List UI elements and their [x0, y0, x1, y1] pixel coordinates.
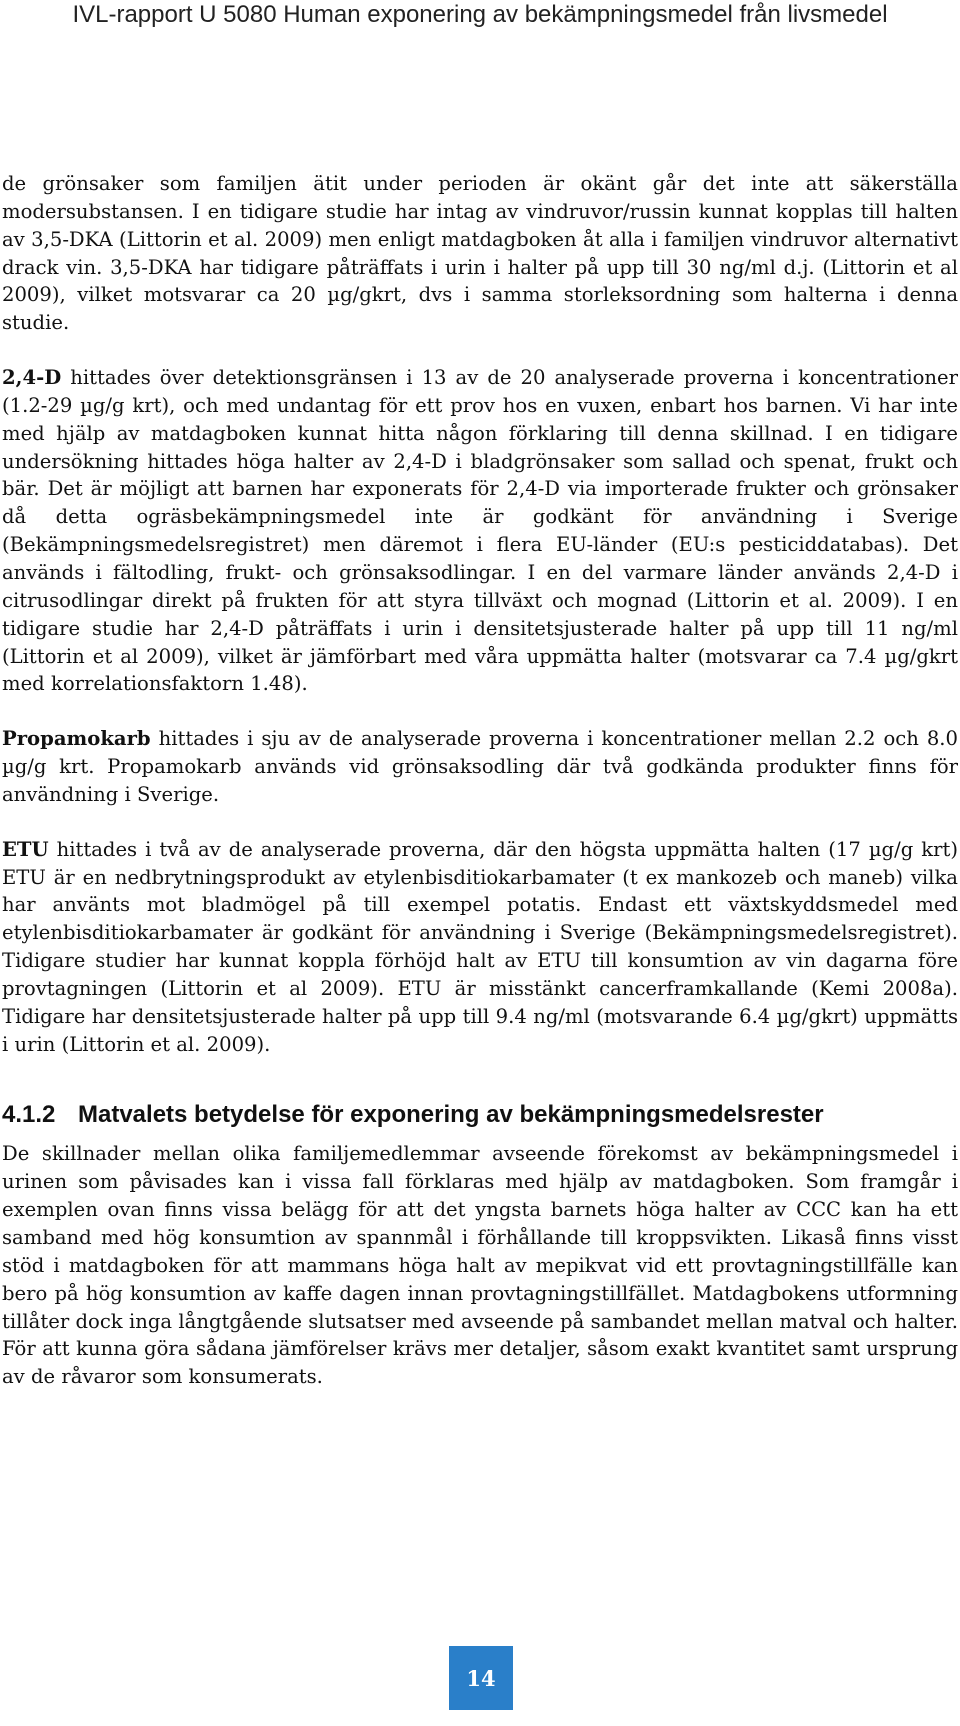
- paragraph-matvalet: De skillnader mellan olika familjemedlemmar avseende förekomst av bekämpningsmedel i urinen som påvisades kan i vissa fall förklaras med hjälp av matdagboken. Som framgår i exemplen ovan finns vissa belägg för att det yngsta barnets höga halter av CCC kan ha ett samband med hög konsumtion av spannmål i förhållande till kroppsvikten. Likaså finns visst stöd i matdagboken för att mammans höga halt av mepikvat vid ett provtagningstillfälle kan bero på hög konsumtion av kaffe dagen innan provtagningstillfället. Matdagbokens utformning tillåter dock inga långtgående slutsatser med avseende på sambandet mellan matval och halter. För att kunna göra sådana jämförelser krävs mer detaljer, såsom exakt kvantitet samt ursprung av de råvaror som konsumerats.: [2, 1142, 958, 1389]
- term-24d: 2,4-D: [2, 366, 62, 390]
- term-propamokarb: Propamokarb: [2, 727, 151, 751]
- term-etu: ETU: [2, 837, 49, 861]
- paragraph-24d: [2, 364, 958, 698]
- paragraph-24d-text: hittades över detektionsgränsen i 13 av de 20 analyserade proverna i koncentrationer (1.2-29 µg/g krt), och med undantag för ett prov hos en vuxen, enbart hos barnen. Vi har inte med hjälp av matdagboken kunnat hitta någon förklaring till denna skillnad. I en tidigare undersökning hittades höga halter av 2,4-D i bladgrönsaker som sallad och spenat, frukt och bär. Det är möjligt att barnen har exponerats för 2,4-D via importerade frukter och grönsaker då detta ogräsbekämpningsmedel inte är godkänt för användning i Sverige (Bekämpningsmedelsregistret) men däremot i flera EU-länder (EU:s pesticiddatabas). Det används i fältodling, frukt- och grönsaksodlingar. I en del varmare länder används 2,4-D i citrusodlingar direkt på frukten för att styra tillväxt och mognad (Littorin et al. 2009). I en tidigare studie har 2,4-D påträffats i urin i densitetsjusterade halter på upp till 11 ng/ml (Littorin et al 2009), vilket är jämförbart med våra uppmätta halter (motsvarar ca 7.4 µg/gkrt med korrelationsfaktorn 1.48).: [2, 366, 958, 696]
- section-title: Matvalets betydelse för exponering av bekämpningsmedelsrester: [78, 1101, 824, 1129]
- document-body: [2, 170, 958, 1418]
- page-number: 14: [466, 1665, 496, 1691]
- section-number: 4.1.2: [2, 1101, 56, 1129]
- paragraph-dka: de grönsaker som familjen ätit under perioden är okänt går det inte att säkerställa modersubstansen. I en tidigare studie har intag av vindruvor/russin kunnat kopplas till halten av 3,5-DKA (Littorin et al. 2009) men enligt matdagboken åt alla i familjen vindruvor alternativt drack vin. 3,5-DKA har tidigare påträffats i urin i halter på upp till 30 ng/ml d.j. (Littorin et al 2009), vilket motsvarar ca 20 µg/gkrt, dvs i samma storleksordning som halterna i denna studie.: [2, 172, 958, 335]
- paragraph-propamokarb: [2, 725, 958, 809]
- section-heading: [2, 1100, 958, 1130]
- paragraph-etu: [2, 836, 958, 1059]
- page-header: IVL-rapport U 5080 Human exponering av bekämpningsmedel från livsmedel: [72, 1, 888, 28]
- paragraph-propamokarb-text: hittades i sju av de analyserade proverna i koncentrationer mellan 2.2 och 8.0 µg/g krt. Propamokarb används vid grönsaksodling där två godkända produkter finns för användning i Sverige.: [2, 727, 958, 806]
- paragraph-etu-text: hittades i två av de analyserade proverna, där den högsta uppmätta halten (17 µg/g krt) ETU är en nedbrytningsprodukt av etylenbisditiokarbamater (t ex mankozeb och maneb) vilka har använts mot bladmögel på till exempel potatis. Endast ett växtskyddsmedel med etylenbisditiokarbamater är godkänt för användning i Sverige (Bekämpningsmedelsregistret). Tidigare studier har kunnat koppla förhöjd halt av ETU till konsumtion av vin dagarna före provtagningen (Littorin et al 2009). ETU är misstänkt cancerframkallande (Kemi 2008a). Tidigare har densitetsjusterade halter på upp till 9.4 ng/ml (motsvarande 6.4 µg/gkrt) uppmätts i urin (Littorin et al. 2009).: [2, 837, 958, 1056]
- page-number-badge: [449, 1646, 513, 1710]
